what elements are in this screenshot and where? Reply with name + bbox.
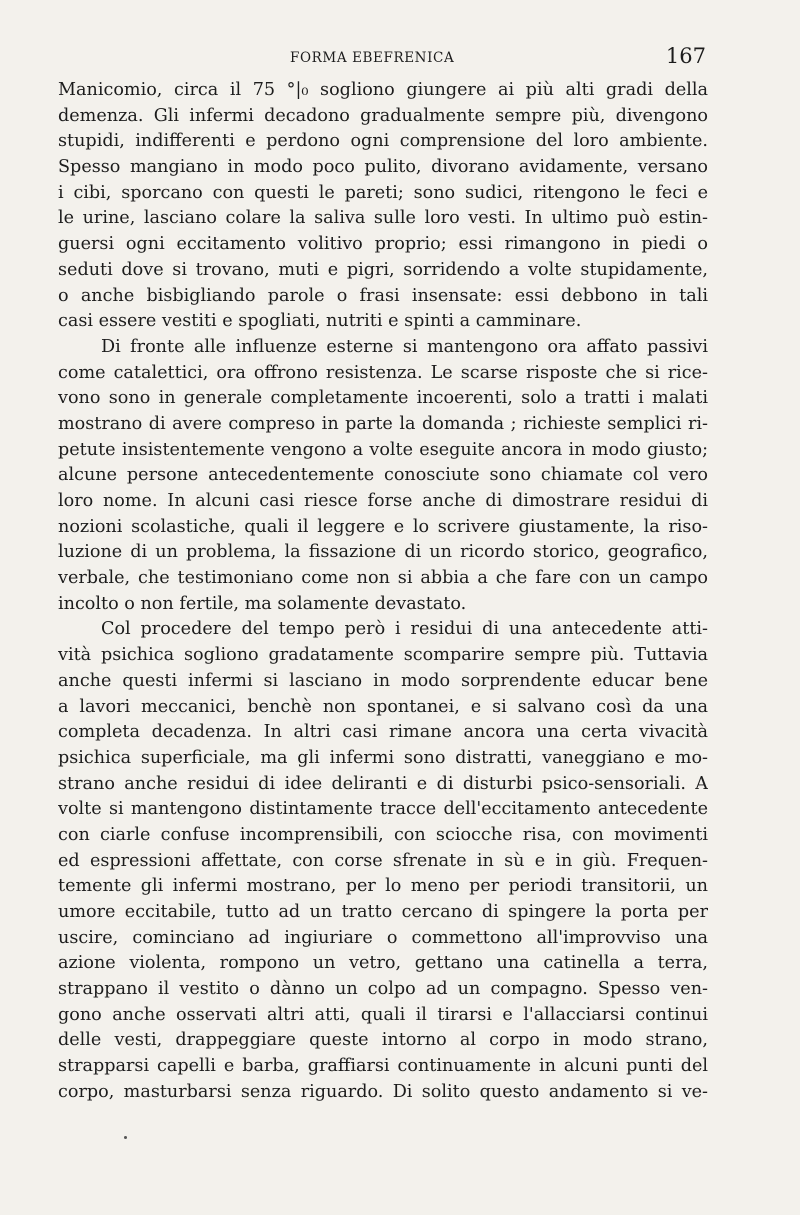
text-line: nozioni scolastiche, quali il leggere e lo scrivere giustamente, la riso- [58,516,708,537]
text-line: strapparsi capelli e barba, graffiarsi continuamente in alcuni punti del [58,1056,708,1077]
text-line: strano anche residui di idee deliranti e di disturbi psico-sensoriali. A [58,773,708,794]
text-line: strappano il vestito o dànno un colpo ad un compagno. Spesso ven- [58,979,708,1000]
chapter-title: FORMA EBEFRENICA [290,50,455,66]
running-head [0,44,800,74]
text-line: Col procedere del tempo però i residui di una antecedente atti- [101,619,708,640]
text-line: delle vesti, drappeggiare queste intorno al corpo in modo strano, [58,1030,708,1051]
body-text [58,78,708,1106]
text-line: Di fronte alle influenze esterne si mantengono ora affato passivi [101,336,708,357]
text-line: azione violenta, rompono un vetro, gettano una catinella a terra, [58,953,708,974]
text-line: guersi ogni eccitamento volitivo proprio; essi rimangono in piedi o [58,234,708,255]
text-line: o anche bisbigliando parole o frasi insensate: essi debbono in tali [58,285,708,306]
text-line: le urine, lasciano colare la saliva sulle loro vesti. In ultimo può estin- [58,208,708,229]
text-line: con ciarle confuse incomprensibili, con sciocche risa, con movimenti [58,824,708,845]
text-line: incolto o non fertile, ma solamente devastato. [58,593,467,614]
text-line: volte si mantengono distintamente tracce dell'eccitamento antecedente [58,799,708,820]
text-line: Manicomio, circa il 75 °|₀ sogliono giungere ai più alti gradi della [58,80,708,100]
text-line: loro nome. In alcuni casi riesce forse anche di dimostrare residui di [58,491,708,511]
text-line: vono sono in generale completamente incoerenti, solo a tratti i malati [58,388,708,409]
text-line: verbale, che testimoniano come non si abbia a che fare con un campo [58,568,708,589]
text-line: umore eccitabile, tutto ad un tratto cercano di spingere la porta per [58,902,708,922]
paper-speck [124,1136,127,1139]
text-line: corpo, masturbarsi senza riguardo. Di solito questo andamento si ve- [58,1081,708,1102]
text-line: luzione di un problema, la fissazione di un ricordo storico, geografico, [58,542,708,563]
text-line: demenza. Gli infermi decadono gradualmente sempre più, divengono [58,105,708,126]
text-line: temente gli infermi mostrano, per lo meno per periodi transitorii, un [58,876,708,897]
page-number: 167 [665,44,706,68]
text-line: seduti dove si trovano, muti e pigri, sorridendo a volte stupidamente, [58,259,708,280]
text-line: alcune persone antecedentemente conosciute sono chiamate col vero [58,465,708,486]
text-line: i cibi, sporcano con questi le pareti; sono sudici, ritengono le feci e [58,182,708,203]
text-line: a lavori meccanici, benchè non spontanei, e si salvano così da una [58,696,708,717]
text-line: mostrano di avere compreso in parte la domanda ; richieste semplici ri- [58,413,708,434]
text-line: ed espressioni affettate, con corse sfrenate in sù e in giù. Frequen- [58,850,708,871]
text-line: petute insistentemente vengono a volte eseguite ancora in modo giusto; [58,439,708,460]
text-line: vità psichica sogliono gradatamente scomparire sempre più. Tuttavia [58,645,708,666]
text-line: uscire, cominciano ad ingiuriare o commettono all'improvviso una [58,927,708,948]
text-line: stupidi, indifferenti e perdono ogni comprensione del loro ambiente. [58,131,708,152]
text-line: anche questi infermi si lasciano in modo sorprendente educar bene [58,670,708,691]
text-line: completa decadenza. In altri casi rimane ancora una certa vivacità [58,722,708,743]
text-line: gono anche osservati altri atti, quali il tirarsi e l'allacciarsi continui [58,1004,708,1025]
text-line: come catalettici, ora offrono resistenza. Le scarse risposte che si rice- [58,362,708,383]
text-line: casi essere vestiti e spogliati, nutriti e spinti a camminare. [58,311,582,332]
text-line: psichica superficiale, ma gli infermi sono distratti, vaneggiano e mo- [58,747,708,768]
text-line: Spesso mangiano in modo poco pulito, divorano avidamente, versano [58,157,708,178]
